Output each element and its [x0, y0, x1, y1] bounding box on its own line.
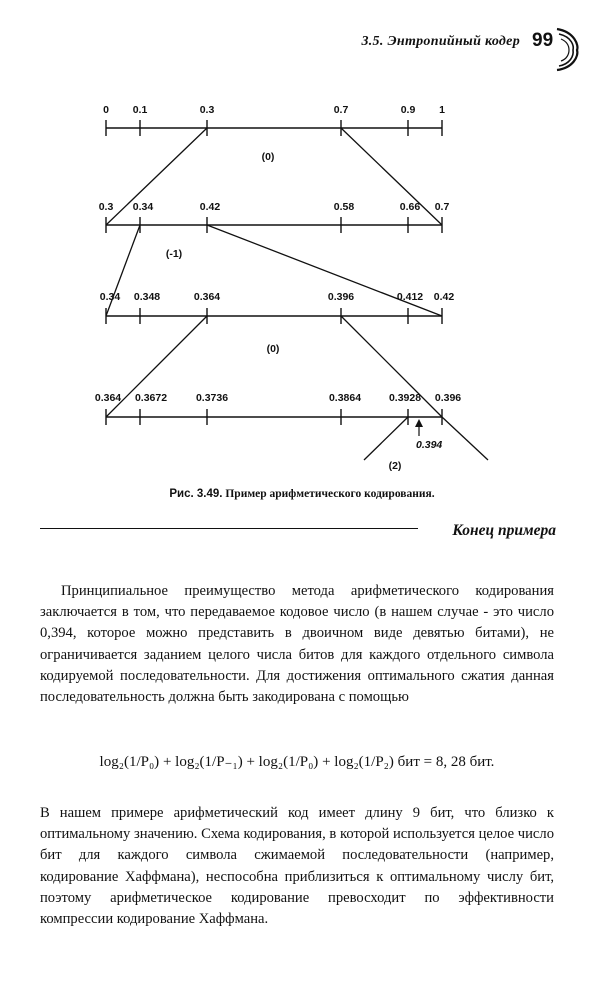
tick-label: 0.34 [99, 291, 121, 303]
formula: log₂(1/P₀) + log₂(1/P₋₁) + log₂(1/P₀) + log₂(1/P₂) бит = 8, 28 бит. [99, 754, 495, 770]
tick-label: 0.364 [193, 291, 221, 303]
tick-label: 0.396 [434, 392, 462, 404]
zoom-lines [106, 128, 488, 460]
arithmetic-coding-diagram [0, 0, 604, 490]
tick-label: 0.3864 [328, 392, 362, 404]
running-header: 3.5. Энтропийный кодер [361, 34, 520, 49]
tick-label: 0.66 [399, 201, 421, 213]
tick-label: 0.3736 [195, 392, 229, 404]
tick-label: 0.42 [433, 291, 455, 303]
tick-label: 0.58 [333, 201, 355, 213]
formula-term: log₂(1/P₋₁) [175, 754, 243, 770]
symbol-label: (0) [261, 151, 275, 163]
tick-label: 0.34 [132, 201, 154, 213]
page-number: 99 [532, 30, 554, 51]
tick-label: 0.364 [94, 392, 122, 404]
tick-label: 0.3 [98, 201, 114, 213]
interval-row-3 [100, 291, 455, 324]
interval-row-2 [99, 201, 450, 233]
tick-label: 0.396 [327, 291, 355, 303]
example-end-label: Конец примера [452, 522, 556, 539]
tick-label: 0.42 [199, 201, 221, 213]
example-end-rule [40, 528, 418, 529]
tick-label: 0.3928 [388, 392, 422, 404]
tick-label: 0.3672 [134, 392, 168, 404]
tick-label: 0.7 [333, 104, 349, 116]
tick-label: 0.412 [396, 291, 424, 303]
tick-label: 0.9 [400, 104, 416, 116]
symbol-label: (-1) [165, 248, 183, 260]
caption-label: Рис. 3.49. [169, 488, 223, 500]
figure-caption [0, 488, 604, 500]
tick-label: 1 [439, 104, 445, 116]
code-value-label: 0.394 [416, 439, 443, 451]
tick-label: 0.7 [434, 201, 450, 213]
paragraph-1: Принципиальное преимущество метода арифметического кодирования заключается в том, что передаваемое кодовое число (в нашем случае - это число 0,394, которое можно представить в двоичном виде девятью битами), не ограничивается заданием целого числа битов для каждого отдельного символа кодируемой последовательности. Для достижения оптимального сжатия данная последовательность должна быть закодирована с помощью [40, 583, 554, 706]
interval-row-4 [95, 392, 461, 425]
formula-term: log₂(1/P₂) [334, 754, 394, 770]
code-value-marker [415, 419, 442, 451]
tick-label: 0.1 [132, 104, 148, 116]
tick-label: 0 [103, 104, 109, 116]
paragraph-2: В нашем примере арифметический код имеет длину 9 бит, что близко к оптимальному значению. Схема кодирования, в которой используется целое число бит для каждого символа сжимаемой последовательности (например, кодирование Хаффмана), неспособна приблизиться к оптимальному числу бит, поэтому арифметическое кодирование превосходит по эффективности компрессии кодирование Хаффмана. [40, 805, 554, 928]
formula-result: = 8, 28 бит. [423, 754, 495, 770]
formula-term: log₂(1/P₀) [258, 754, 319, 770]
tick-label: 0.3 [199, 104, 215, 116]
symbol-label: (0) [266, 343, 280, 355]
tick-label: 0.348 [133, 291, 161, 303]
formula-unit: бит [397, 754, 420, 770]
caption-text: Пример арифметического кодирования. [225, 488, 435, 500]
interval-row-1 [103, 104, 445, 136]
formula-term: log₂(1/P₀) [99, 754, 160, 770]
symbol-label: (2) [388, 460, 402, 472]
